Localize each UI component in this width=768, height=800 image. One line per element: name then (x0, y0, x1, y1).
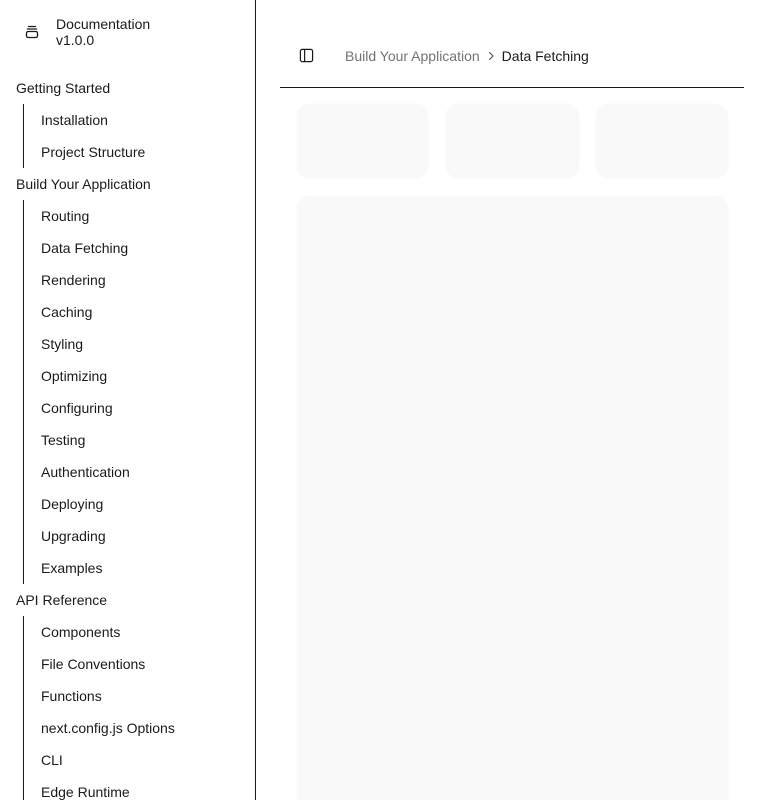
skeleton-card (596, 104, 728, 178)
sidebar-toggle-icon[interactable] (292, 42, 320, 70)
sidebar-item-deploying[interactable]: Deploying (41, 496, 104, 512)
sidebar-item-functions[interactable]: Functions (41, 688, 102, 704)
nav-group-api-reference[interactable]: API Reference (16, 592, 108, 608)
sidebar-item-examples[interactable]: Examples (41, 560, 103, 576)
sidebar (0, 0, 256, 800)
chevron-right-icon (480, 51, 502, 61)
skeleton-card (297, 104, 428, 178)
sidebar-nav (0, 72, 256, 800)
sidebar-item-styling[interactable]: Styling (41, 336, 84, 352)
stack-icon (16, 16, 48, 48)
sidebar-item-optimizing[interactable]: Optimizing (41, 368, 108, 384)
sidebar-item-next-config-options[interactable]: next.config.js Options (41, 720, 175, 736)
nav-sublist-build-your-application (23, 200, 256, 584)
sidebar-item-edge-runtime[interactable]: Edge Runtime (41, 784, 130, 800)
brand-text (56, 16, 150, 48)
brand-version: v1.0.0 (56, 32, 95, 48)
nav-group-getting-started[interactable]: Getting Started (16, 80, 111, 96)
skeleton-card (446, 104, 579, 178)
sidebar-item-caching[interactable]: Caching (41, 304, 93, 320)
sidebar-item-routing[interactable]: Routing (41, 208, 90, 224)
nav-sublist-getting-started (23, 104, 256, 168)
sidebar-item-cli[interactable]: CLI (41, 752, 63, 768)
brand-title: Documentation (56, 16, 151, 32)
sidebar-item-project-structure[interactable]: Project Structure (41, 144, 146, 160)
sidebar-item-configuring[interactable]: Configuring (41, 400, 113, 416)
sidebar-item-rendering[interactable]: Rendering (41, 272, 106, 288)
brand[interactable] (16, 16, 240, 48)
sidebar-item-data-fetching[interactable]: Data Fetching (41, 240, 129, 256)
page-header (280, 24, 744, 88)
sidebar-item-testing[interactable]: Testing (41, 432, 86, 448)
sidebar-item-file-conventions[interactable]: File Conventions (41, 656, 146, 672)
breadcrumb-parent-link[interactable]: Build Your Application (345, 47, 480, 64)
sidebar-item-components[interactable]: Components (41, 624, 121, 640)
sidebar-item-authentication[interactable]: Authentication (41, 464, 130, 480)
skeleton-content-panel (297, 196, 728, 800)
sidebar-item-upgrading[interactable]: Upgrading (41, 528, 106, 544)
nav-group-build-your-application[interactable]: Build Your Application (16, 176, 151, 192)
breadcrumb (345, 48, 589, 64)
breadcrumb-current-page: Data Fetching (501, 47, 589, 64)
sidebar-item-installation[interactable]: Installation (41, 112, 108, 128)
nav-sublist-api-reference (23, 616, 256, 800)
